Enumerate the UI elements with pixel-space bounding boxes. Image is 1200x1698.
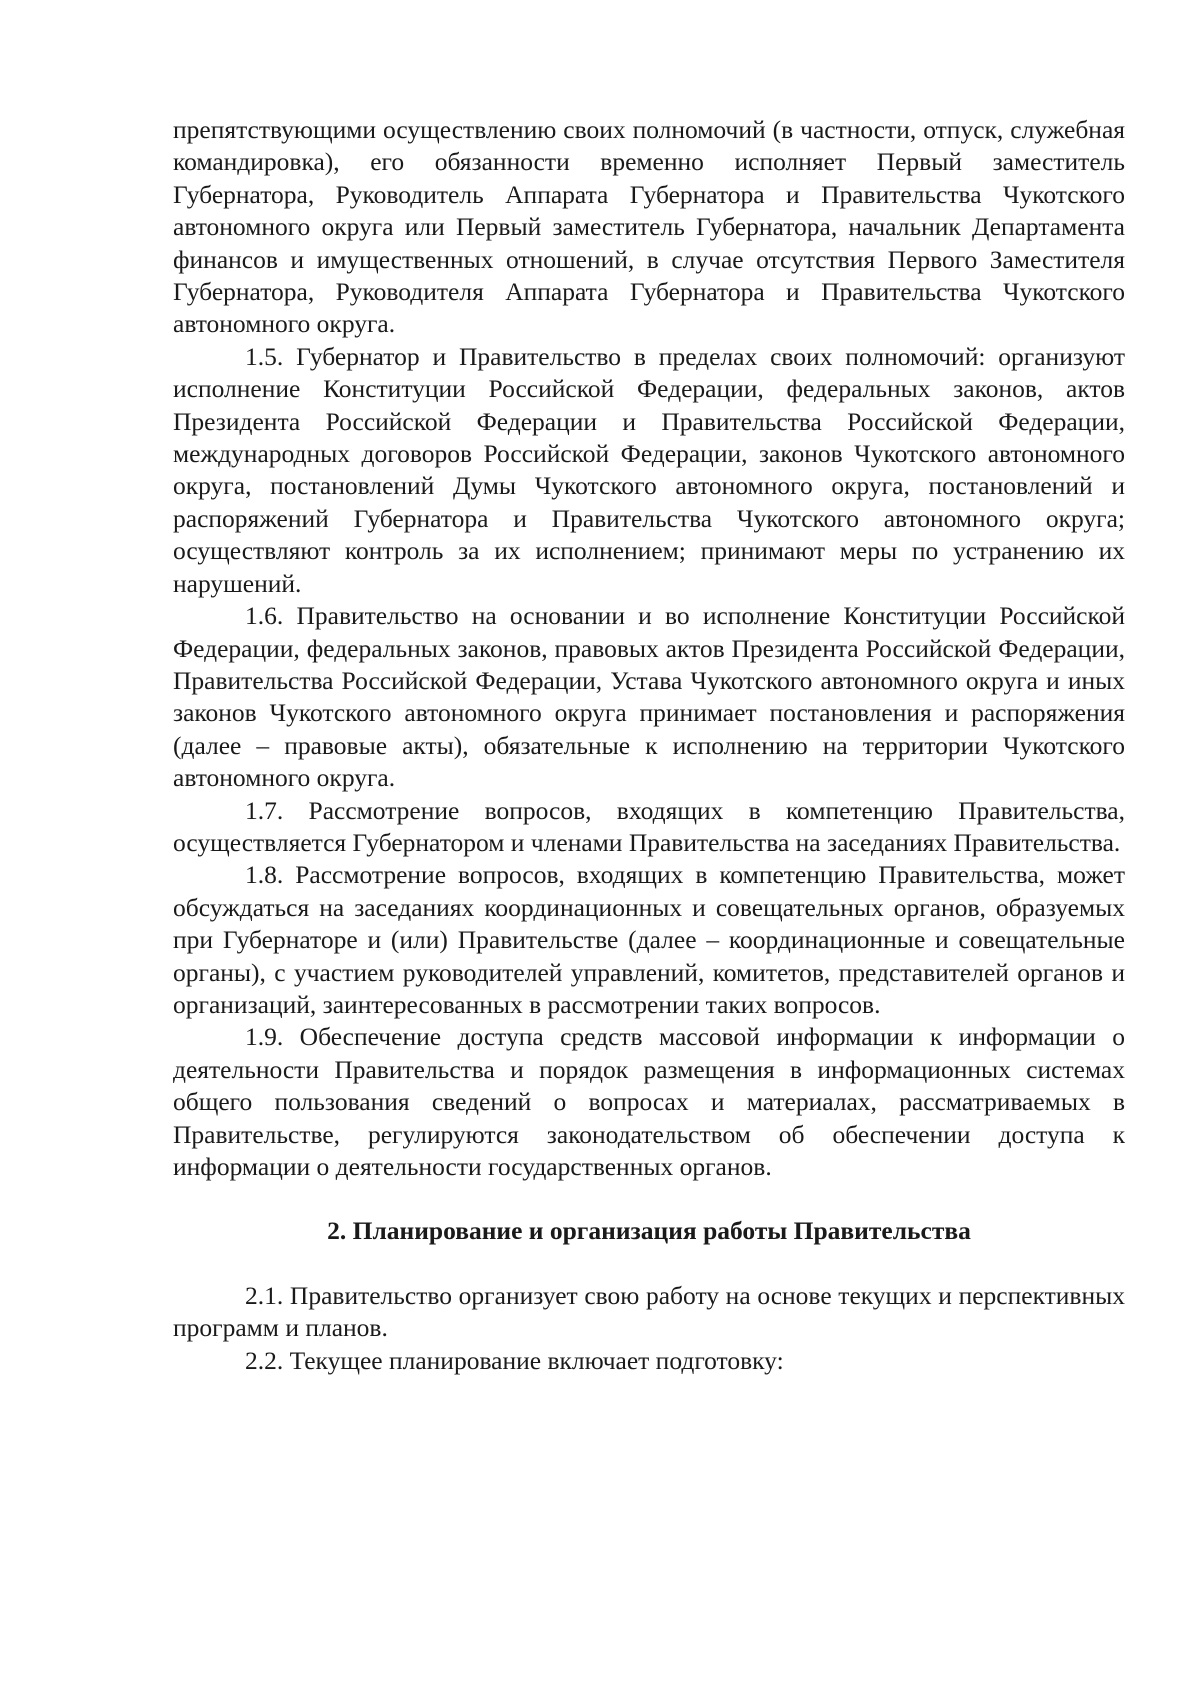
paragraph-1-8: 1.8. Рассмотрение вопросов, входящих в компетенцию Правительства, может обсуждаться на заседаниях координационных и совещательных органов, образуемых при Губернаторе и (или) Правительстве (далее – координационные и совещательные органы), с участием руководителей управлений, комитетов, представителей органов и организаций, заинтересованных в рассмотрении таких вопросов.	[173, 860, 1125, 1019]
paragraph-1-6: 1.6. Правительство на основании и во исполнение Конституции Российской Федерации, федеральных законов, правовых актов Президента Российской Федерации, Правительства Российской Федерации, Устава Чукотского автономного округа и иных законов Чукотского автономного округа принимает постановления и распоряжения (далее – правовые акты), обязательные к исполнению на территории Чукотского автономного округа.	[173, 601, 1125, 793]
document-body	[173, 114, 1125, 1377]
paragraph-2-1: 2.1. Правительство организует свою работу на основе текущих и перспективных программ и планов.	[173, 1280, 1125, 1343]
paragraph-continuation: препятствующими осуществлению своих полномочий (в частности, отпуск, служебная командировка), его обязанности временно исполняет Первый заместитель Губернатора, Руководитель Аппарата Губернатора и Правительства Чукотского автономного округа или Первый заместитель Губернатора, начальник Департамента финансов и имущественных отношений, в случае отсутствия Первого Заместителя Губернатора, Руководителя Аппарата Губернатора и Правительства Чукотского автономного округа.	[173, 115, 1125, 339]
paragraph-1-5: 1.5. Губернатор и Правительство в пределах своих полномочий: организуют исполнение Конституции Российской Федерации, федеральных законов, актов Президента Российской Федерации и Правительства Российской Федерации, международных договоров Российской Федерации, законов Чукотского автономного округа, постановлений Думы Чукотского автономного округа, постановлений и распоряжений Губернатора и Правительства Чукотского автономного округа; осуществляют контроль за их исполнением; принимают меры по устранению их нарушений.	[173, 341, 1125, 598]
paragraph-2-2: 2.2. Текущее планирование включает подготовку:	[245, 1345, 784, 1375]
paragraph-1-7: 1.7. Рассмотрение вопросов, входящих в компетенцию Правительства, осуществляется Губернатором и членами Правительства на заседаниях Правительства.	[173, 795, 1125, 857]
paragraph-1-9: 1.9. Обеспечение доступа средств массовой информации к информации о деятельности Правительства и порядок размещения в информационных системах общего пользования сведений о вопросах и материалах, рассматриваемых в Правительстве, регулируются законодательством об обеспечении доступа к информации о деятельности государственных органов.	[173, 1022, 1125, 1181]
section-heading: 2. Планирование и организация работы Правительства	[327, 1216, 971, 1246]
